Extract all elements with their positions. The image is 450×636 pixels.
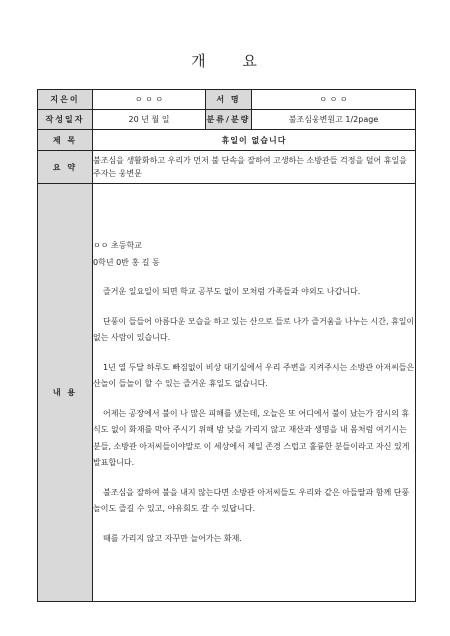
overview-form-table [37,89,416,602]
paragraph-1: 즐거운 일요일이 되면 학교 공부도 없이 모처럼 가족들과 야외도 나갑니다. [103,287,361,296]
title-char-1: 개 [191,52,208,70]
content-body [93,184,416,602]
paragraph-4: 어제는 공장에서 불이 나 많은 피해를 냈는데, 오늘은 또 어디에서 불이 났는가 잠시의 휴식도 없이 화재를 막아 주시기 위해 밤 낮을 가리지 않고 재산과 생명을 내 몸처럼 여기시는 분들, 소방관 아저씨들이야말로 이 세상에서 제일 존경 스럽고 훌륭한 분들이라고 자신 있게 발표합니다. [93,408,410,467]
school-line: ㅇㅇ 초등학교 [93,241,142,250]
date-row [38,110,416,130]
content-row [38,184,416,602]
category-label: 분류/분량 [206,110,252,130]
author-label: 지은이 [38,90,93,110]
document-title [0,50,450,71]
category-value: 불조심웅변원고 1/2page [252,110,416,130]
summary-row [38,151,416,184]
date-label: 작성일자 [38,110,93,130]
paragraph-6: 때를 가리지 않고 자꾸만 늘어가는 화재. [103,533,242,543]
subject-value: 휴일이 없습니다 [93,130,416,151]
date-value: 20 년 월 일 [93,110,206,130]
summary-value: 불조심을 생활화하고 우리가 먼저 불 단속을 잘하여 고생하는 소방관들 걱정을 덜어 휴일을 주자는 웅변문 [93,151,416,184]
summary-label: 요 약 [38,151,93,184]
author-row [38,90,416,110]
book-name-label: 서 명 [206,90,252,110]
content-label: 내 용 [38,184,93,602]
student-line: 0학년 0반 홍 길 동 [93,257,160,267]
paragraph-3: 1년 열 두달 하루도 빠짐없이 비상 대기실에서 우리 주변을 지켜주시는 소방관 아저씨들은 산놀이 들놀이 할 수 있는 즐거운 휴일도 없습니다. [93,362,415,388]
paragraph-5: 불조심을 잘하여 불을 내지 않는다면 소방관 아저씨들도 우리와 같은 아들딸과 함께 단풍놀이도 즐길 수 있고, 야유회도 갈 수 있답니다. [93,487,410,513]
book-name-value: ㅇ ㅇ ㅇ [252,90,416,110]
subject-label: 제 목 [38,130,93,151]
title-char-2: 요 [242,52,259,70]
author-value: ㅇ ㅇ ㅇ [93,90,206,110]
paragraph-2: 단풍이 들들어 아름다운 모습을 하고 있는 산으로 들로 나가 즐거움을 나누는 시간, 휴일이 없는 사람이 있습니다. [93,316,415,342]
subject-row [38,130,416,151]
